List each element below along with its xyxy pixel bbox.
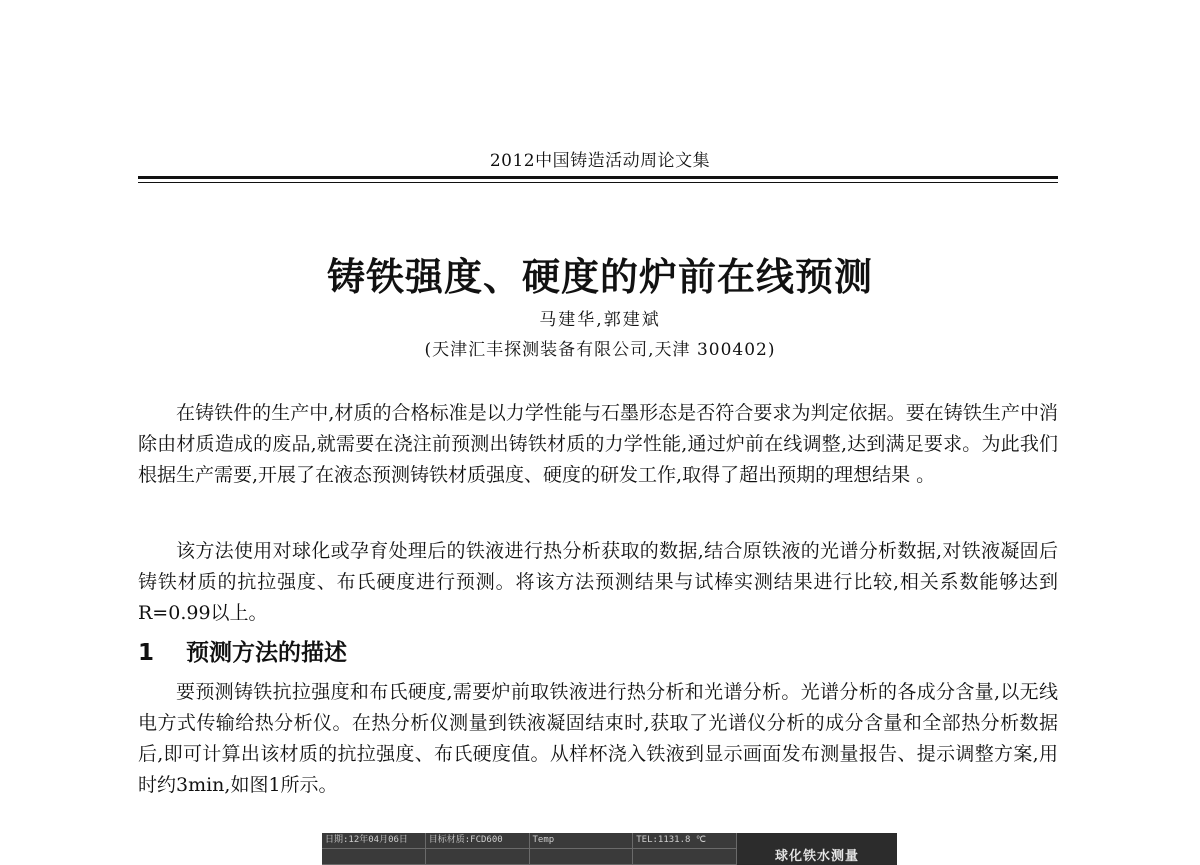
body-paragraph-1: 在铸铁件的生产中,材质的合格标准是以力学性能与石墨形态是否符合要求为判定依据。要在铸铁生产中消除由材质造成的废品,就需要在浇注前预测出铸铁材质的力学性能,通过炉前在线调整,达到满足要求。为此我们根据生产需要,开展了在液态预测铸铁材质强度、硬度的研发工作,取得了超出预期的理想结果 。 [138, 402, 1058, 486]
figure-cell: 日期:12年04月06日 [322, 833, 426, 849]
section-number: 1 [138, 640, 155, 666]
figure-cell [426, 849, 530, 865]
figure-panel-label: 球化铁水测量 [737, 833, 897, 865]
figure-data-grid [322, 833, 737, 865]
header-rule-thin [138, 182, 1058, 183]
paper-authors: 马建华,郭建斌 [539, 310, 661, 330]
body-paragraph-2: 该方法使用对球化或孕育处理后的铁液进行热分析获取的数据,结合原铁液的光谱分析数据,对铁液凝固后铸铁材质的抗拉强度、布氏硬度进行预测。将该方法预测结果与试棒实测结果进行比较,相关系数能够达到R=0.99以上。 [138, 540, 1058, 624]
header-rule-thick [138, 176, 1058, 179]
running-head: 2012中国铸造活动周论文集 [489, 151, 711, 171]
paper-affiliation: (天津汇丰探测装备有限公司,天津 300402) [424, 340, 776, 360]
figure-cell: 目标材质:FCD600 [426, 833, 530, 849]
figure-cell: TEL:1131.8 ℃ [633, 833, 737, 849]
figure-cell [633, 849, 737, 865]
figure-cell: Temp [530, 833, 634, 849]
figure-cell [322, 849, 426, 865]
section-heading [138, 634, 347, 667]
section-title: 预测方法的描述 [186, 640, 347, 666]
paper-title: 铸铁强度、硬度的炉前在线预测 [326, 255, 873, 299]
figure-1-screenshot [322, 833, 897, 865]
figure-cell [530, 849, 634, 865]
body-paragraph-3: 要预测铸铁抗拉强度和布氏硬度,需要炉前取铁液进行热分析和光谱分析。光谱分析的各成分含量,以无线电方式传输给热分析仪。在热分析仪测量到铁液凝固结束时,获取了光谱仪分析的成分含量和全部热分析数据后,即可计算出该材质的抗拉强度、布氏硬度值。从样杯浇入铁液到显示画面发布测量报告、提示调整方案,用时约3min,如图1所示。 [138, 681, 1058, 796]
